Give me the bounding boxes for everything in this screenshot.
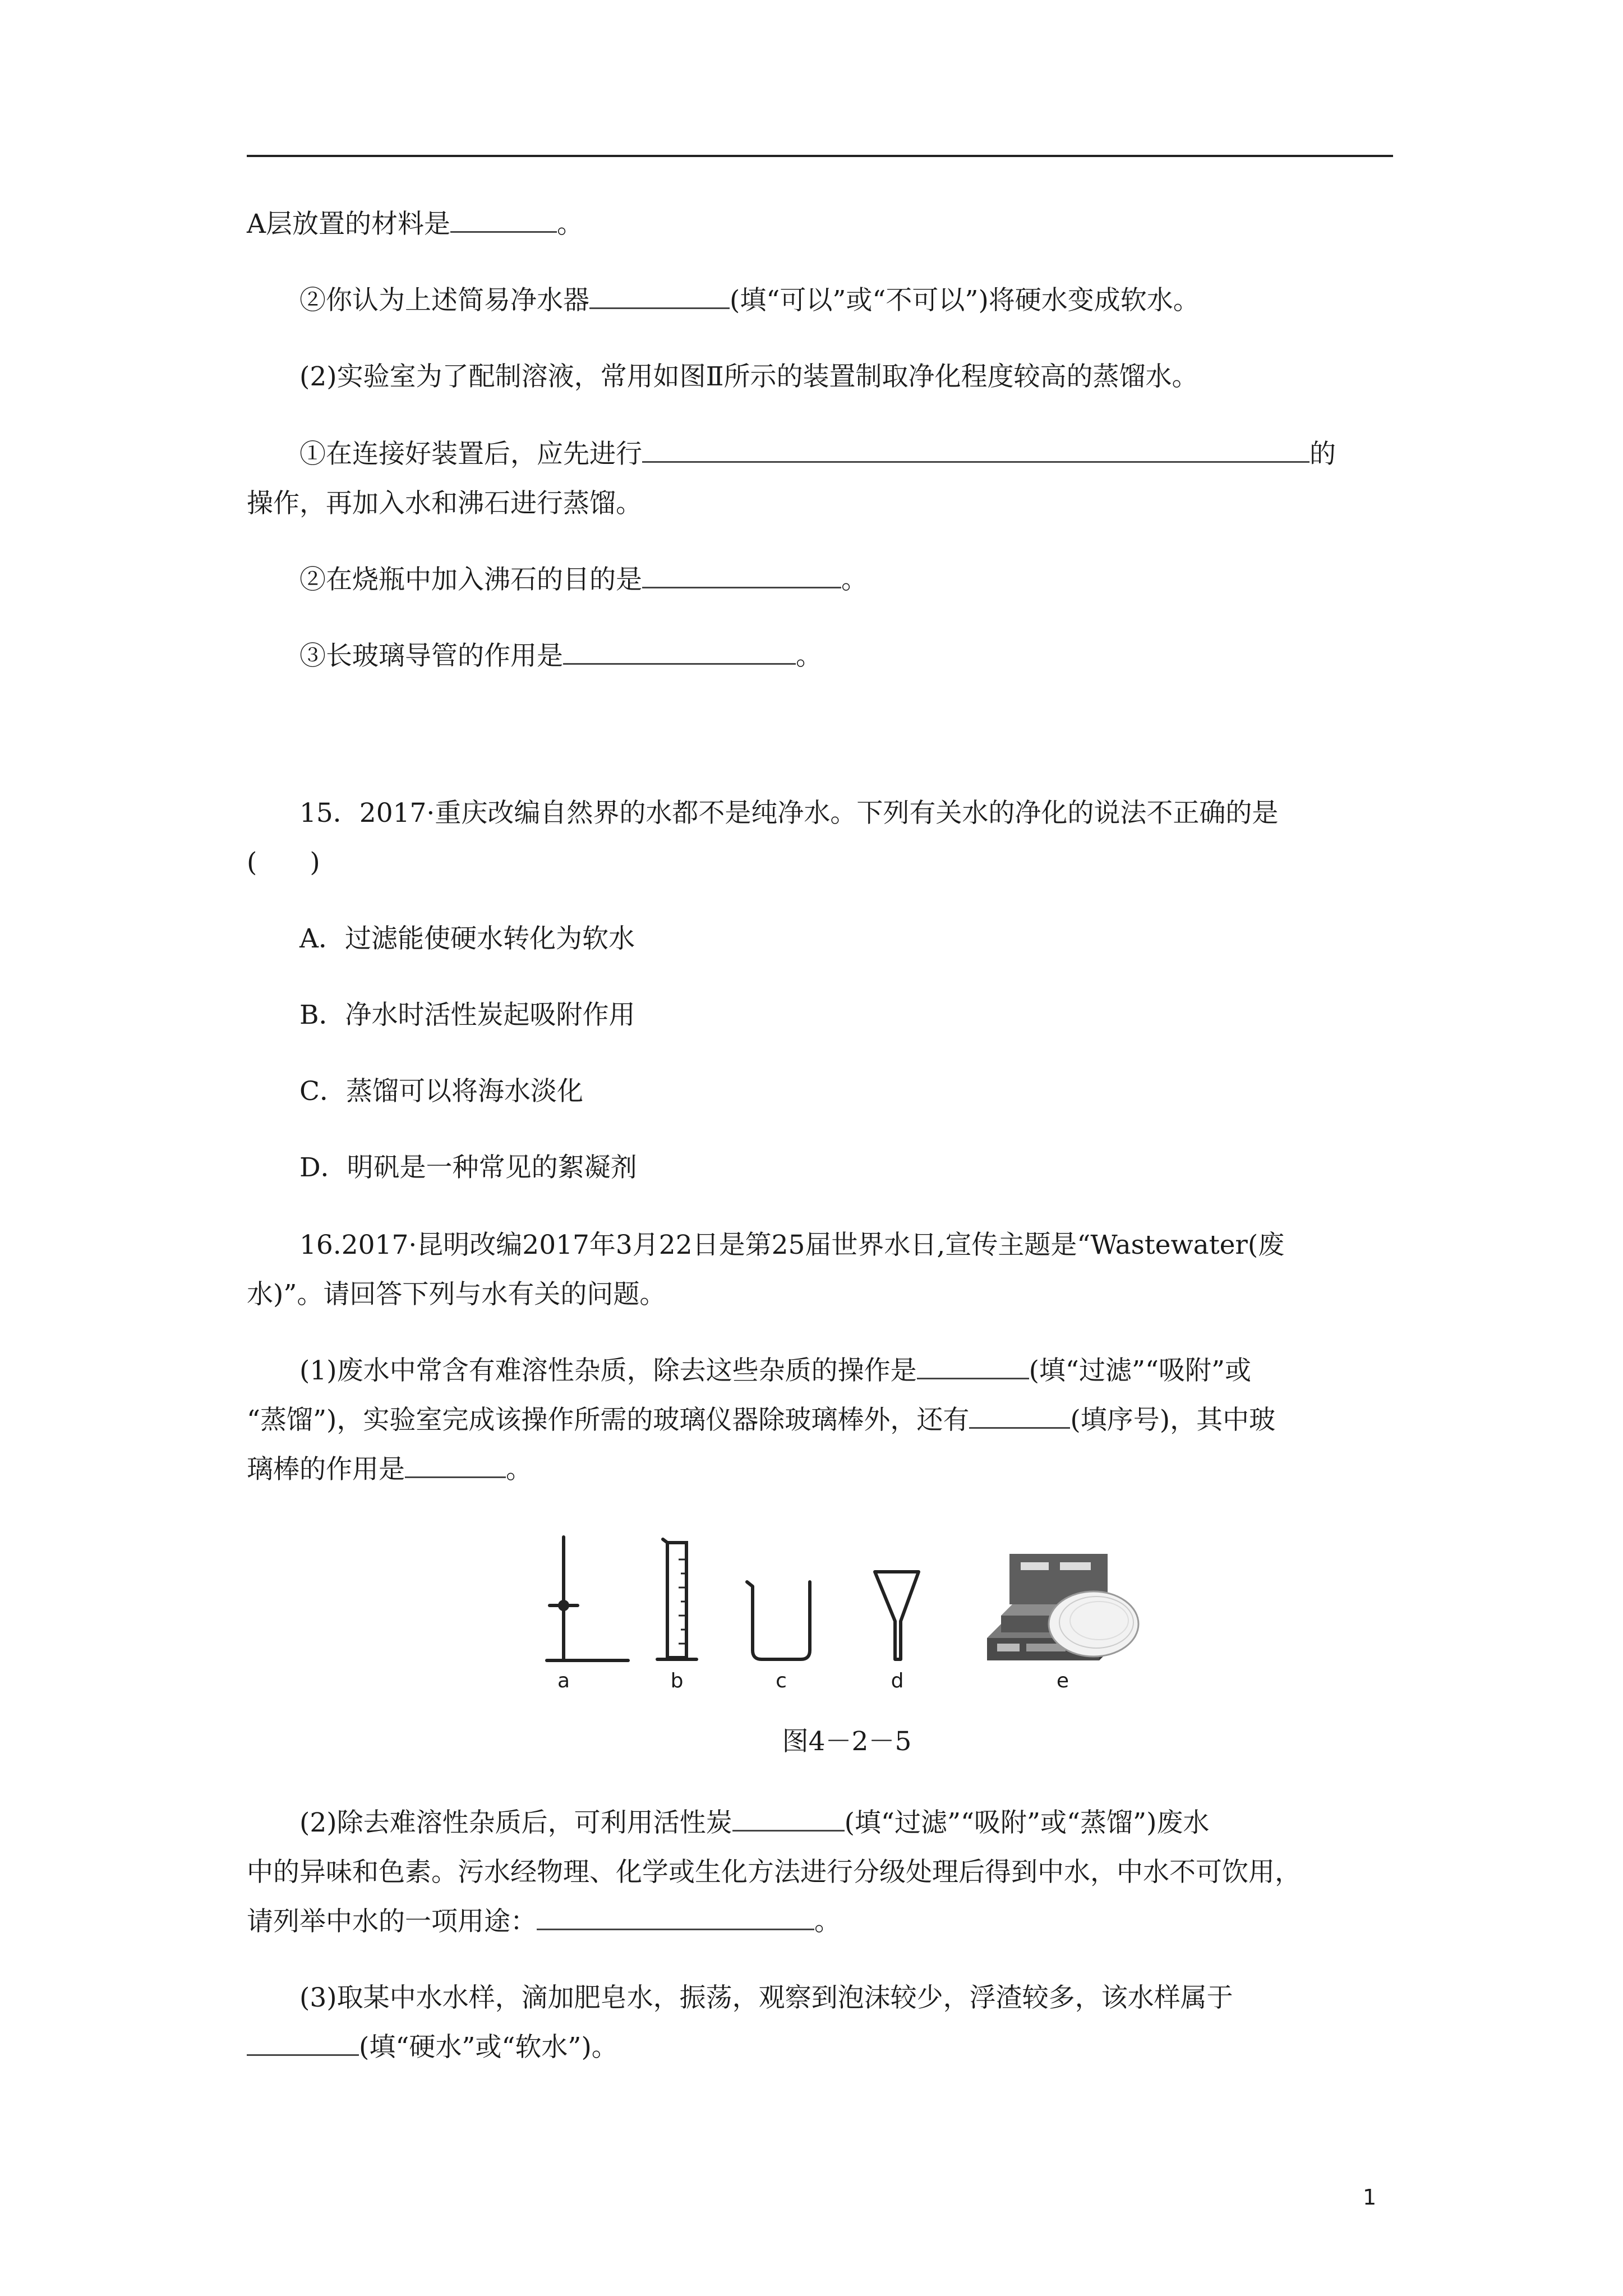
- figure-label: e: [1056, 1669, 1069, 1692]
- text-line: 请列举中水的一项用途： 。: [247, 1906, 841, 1937]
- answer-blank[interactable]: [405, 1454, 506, 1478]
- answer-bracket[interactable]: ( ): [247, 847, 320, 878]
- text-line: (2)除去难溶性杂质后，可利用活性炭 (填“过滤”“吸附”或“蒸馏”)废水: [299, 1807, 1210, 1838]
- answer-blank[interactable]: [247, 2032, 359, 2056]
- stand-clamp-knob: [560, 1602, 568, 1609]
- option-a[interactable]: A．过滤能使硬水转化为软水: [299, 923, 635, 954]
- answer-blank[interactable]: [589, 285, 730, 309]
- text-line: ②你认为上述简易净水器 (填“可以”或“不可以”)将硬水变成软水。: [299, 285, 1200, 316]
- text-line: (1)废水中常含有难溶性杂质，除去这些杂质的操作是 (填“过滤”“吸附”或: [299, 1355, 1252, 1386]
- text-line: (填“硬水”或“软水”)。: [247, 2008, 1393, 2087]
- text-line: ③长玻璃导管的作用是 。: [299, 641, 822, 671]
- text-line: (3)取某中水水样，滴加肥皂水，振荡，观察到泡沫较少，浮渣较多，该水样属于: [299, 1982, 1233, 2013]
- answer-blank[interactable]: [642, 439, 1310, 463]
- figure-label: b: [670, 1669, 684, 1692]
- cylinder-spout: [663, 1539, 667, 1543]
- text-line: ①在连接好装置后，应先进行 的: [299, 439, 1336, 470]
- text-line: 中的异味和色素。污水经物理、化学或生化方法进行分级处理后得到中水，中水不可饮用，: [247, 1857, 1301, 1888]
- answer-blank[interactable]: [537, 1906, 814, 1930]
- text-line: 水)”。请回答下列与水有关的问题。: [247, 1279, 666, 1310]
- figure-label: d: [891, 1669, 904, 1692]
- text-line: (2)实验室为了配制溶液，常用如图Ⅱ所示的装置制取净化程度较高的蒸馏水。: [299, 361, 1198, 392]
- answer-blank[interactable]: [563, 641, 796, 665]
- filter-paper-box: [987, 1554, 1138, 1660]
- option-b[interactable]: B．净水时活性炭起吸附作用: [299, 1000, 635, 1030]
- beaker: [747, 1582, 810, 1659]
- text-line: 璃棒的作用是 。: [247, 1454, 532, 1485]
- funnel: [875, 1572, 919, 1659]
- figure-caption: 图4－2－5: [782, 1726, 912, 1757]
- text-line: 操作，再加入水和沸石进行蒸馏。: [247, 488, 642, 519]
- header-rule: [247, 155, 1393, 157]
- text-line: A层放置的材料是 。: [247, 209, 583, 240]
- answer-blank[interactable]: [642, 564, 841, 588]
- answer-blank[interactable]: [450, 209, 557, 233]
- text-line: ②在烧瓶中加入沸石的目的是 。: [299, 564, 868, 595]
- apparatus-figure: [538, 1531, 1155, 1700]
- option-d[interactable]: D．明矾是一种常见的絮凝剂: [299, 1152, 637, 1183]
- figure-label: c: [776, 1669, 787, 1692]
- question-16: 16.2017·昆明改编2017年3月22日是第25届世界水日,宣传主题是“Wastewater(废: [299, 1230, 1285, 1260]
- figure-label: a: [557, 1669, 570, 1692]
- text-line: “蒸馏”)，实验室完成该操作所需的玻璃仪器除玻璃棒外，还有 (填序号)，其中玻: [247, 1405, 1276, 1435]
- answer-blank[interactable]: [732, 1807, 845, 1832]
- answer-blank[interactable]: [969, 1405, 1070, 1429]
- page-number: 1: [1363, 2185, 1377, 2210]
- answer-blank[interactable]: [917, 1355, 1029, 1379]
- question-15: 15．2017·重庆改编自然界的水都不是纯净水。下列有关水的净化的说法不正确的是: [299, 798, 1279, 829]
- option-c[interactable]: C．蒸馏可以将海水淡化: [299, 1076, 583, 1107]
